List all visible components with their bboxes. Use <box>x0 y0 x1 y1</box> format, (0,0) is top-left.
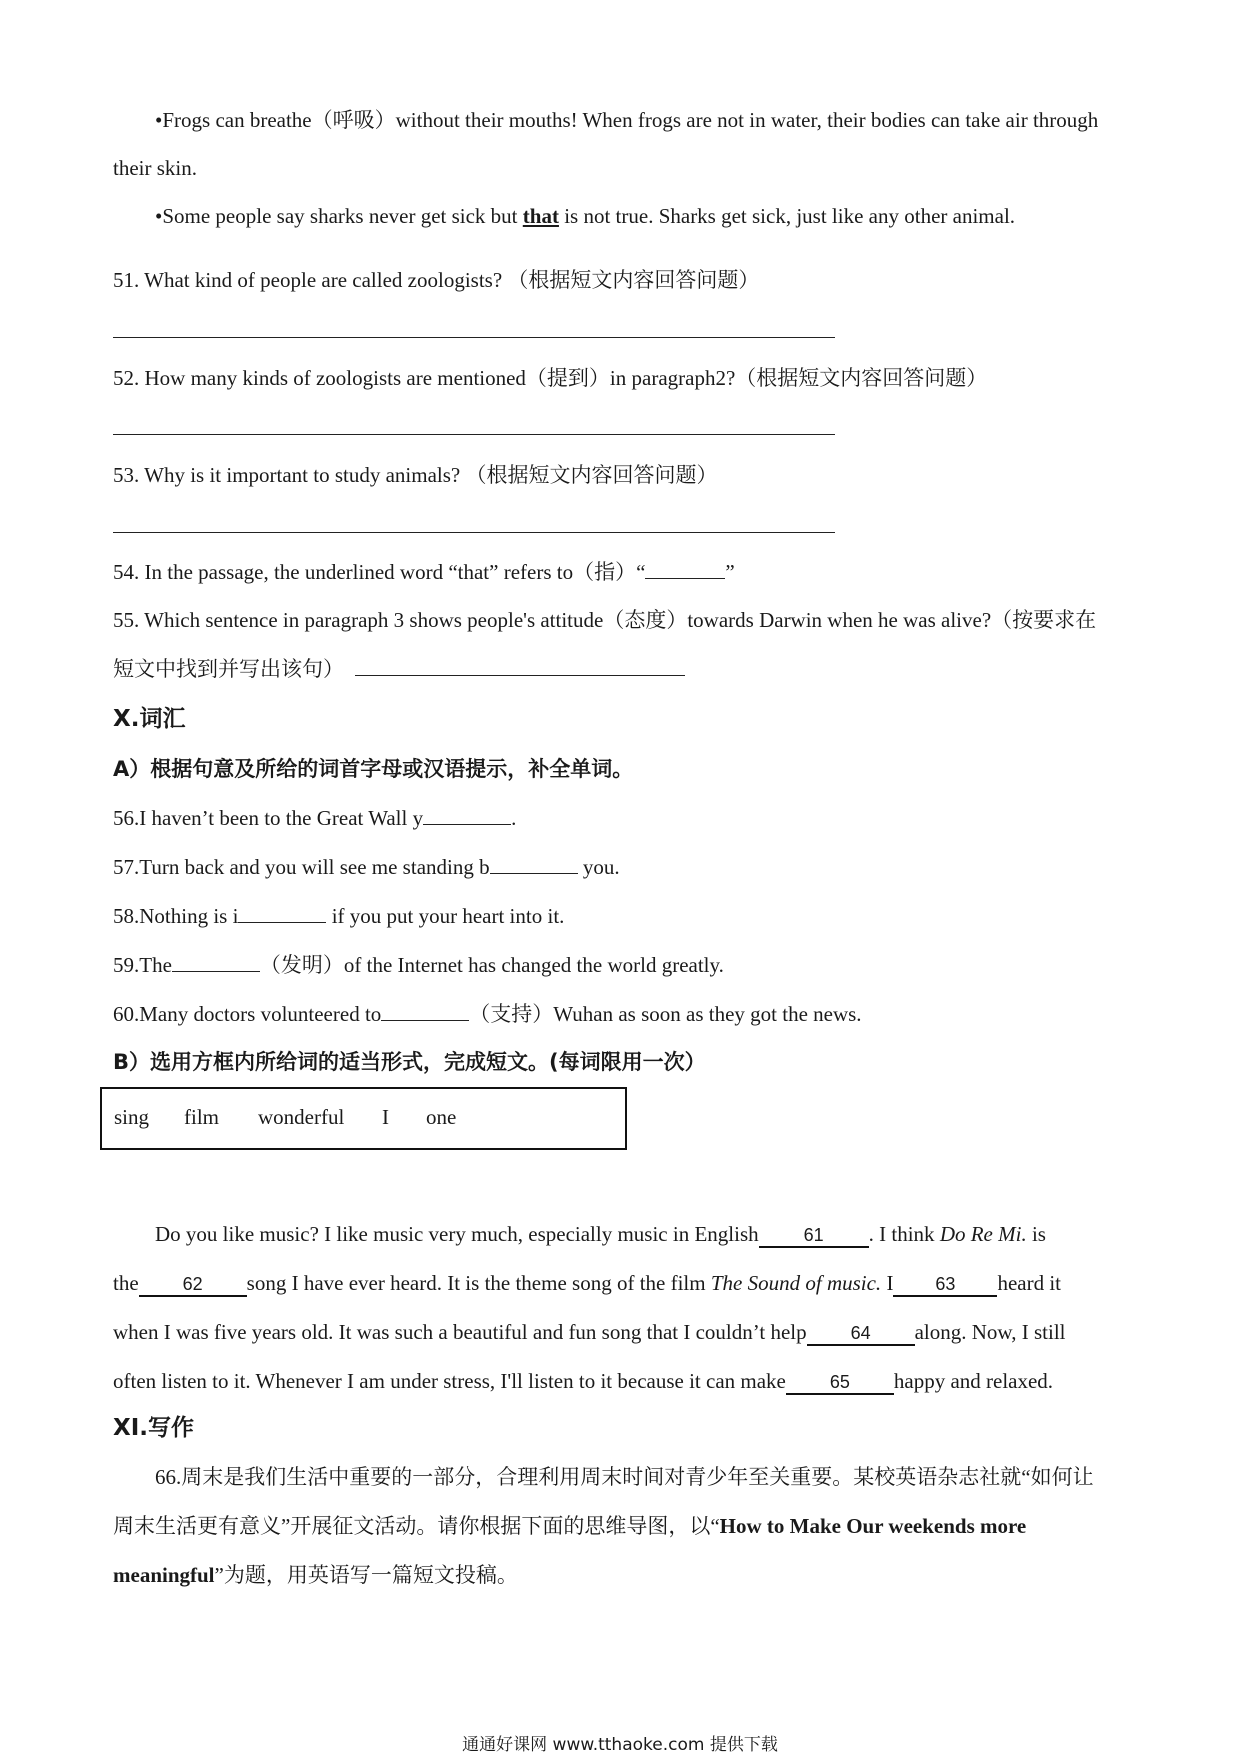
word-box-item: sing <box>114 1105 150 1129</box>
answer-line-51[interactable] <box>113 337 835 338</box>
question-55-line1: 55. Which sentence in paragraph 3 shows people's attitude（态度）towards Darwin when he was alive?（按要求在 <box>113 608 1097 632</box>
question-56 <box>113 804 516 832</box>
answer-blank-55[interactable] <box>355 655 685 676</box>
question-59-end: （发明）of the Internet has changed the world greatly. <box>259 953 724 977</box>
essay-title-part1: How to Make Our weekends more <box>719 1514 1027 1538</box>
question-55-line2 <box>113 655 685 683</box>
cloze-blank-61[interactable]: 61 <box>759 1224 869 1248</box>
cloze-line-1 <box>155 1220 1046 1248</box>
question-54 <box>113 558 735 586</box>
cloze-blank-65[interactable]: 65 <box>786 1371 894 1395</box>
question-53: 53. Why is it important to study animals? （根据短文内容回答问题） <box>113 463 718 487</box>
question-59 <box>113 951 724 979</box>
question-52: 52. How many kinds of zoologists are mentioned（提到）in paragraph2?（根据短文内容回答问题） <box>113 366 988 390</box>
question-54-text: 54. In the passage, the underlined word “that” refers to（指）“ <box>113 560 646 584</box>
answer-blank-60[interactable] <box>381 1000 469 1021</box>
question-54-close-quote: ” <box>725 560 735 584</box>
question-60-text: 60.Many doctors volunteered to <box>113 1002 382 1026</box>
cloze-text: I <box>881 1271 894 1295</box>
song-title: Do Re Mi. <box>939 1222 1027 1246</box>
cloze-text: Do you like music? I like music very much, especially music in English <box>155 1222 759 1246</box>
question-55-text: 短文中找到并写出该句） <box>113 657 344 681</box>
frogs-fact-line2: their skin. <box>113 156 197 180</box>
page-footer: 通通好课网 www.tthaoke.com 提供下载 <box>462 1735 778 1755</box>
question-51: 51. What kind of people are called zoologists? （根据短文内容回答问题） <box>113 268 760 292</box>
cloze-blank-64[interactable]: 64 <box>807 1322 915 1346</box>
cloze-text: heard it <box>997 1271 1061 1295</box>
question-60-end: （支持）Wuhan as soon as they got the news. <box>469 1002 862 1026</box>
word-box <box>100 1087 627 1150</box>
writing-prompt-text: ”为题，用英语写一篇短文投稿。 <box>214 1563 518 1587</box>
cloze-line-3 <box>113 1318 1066 1346</box>
cloze-text: . I think <box>868 1222 940 1246</box>
question-59-text: 59.The <box>113 953 172 977</box>
cloze-text: happy and relaxed. <box>893 1369 1054 1393</box>
sharks-fact-before: •Some people say sharks never get sick but <box>155 204 523 228</box>
cloze-text: often listen to it. Whenever I am under stress, I'll listen to it because it can make <box>113 1369 786 1393</box>
question-57 <box>113 853 620 881</box>
film-title: The Sound of music. <box>710 1271 882 1295</box>
cloze-line-2 <box>113 1269 1061 1297</box>
question-57-end: you. <box>577 855 620 879</box>
question-60 <box>113 1000 862 1028</box>
question-56-text: 56.I haven’t been to the Great Wall y <box>113 806 424 830</box>
answer-blank-57[interactable] <box>490 853 578 874</box>
answer-blank-56[interactable] <box>423 804 511 825</box>
sharks-fact <box>155 202 1015 230</box>
cloze-text: is <box>1026 1222 1046 1246</box>
word-box-item: film <box>184 1105 219 1129</box>
cloze-text: along. Now, I still <box>914 1320 1066 1344</box>
section-x-part-b: B）选用方框内所给词的适当形式，完成短文。(每词限用一次） <box>113 1050 706 1074</box>
section-xi-title: XI.写作 <box>113 1415 195 1441</box>
question-58-text: 58.Nothing is i <box>113 904 239 928</box>
answer-line-52[interactable] <box>113 434 835 435</box>
writing-prompt-line1: 66.周末是我们生活中重要的一部分，合理利用周末时间对青少年至关重要。某校英语杂志社就“如何让 <box>155 1465 1094 1489</box>
word-box-item: wonderful <box>258 1105 345 1129</box>
question-56-end: . <box>511 806 517 830</box>
frogs-fact-line1: •Frogs can breathe（呼吸）without their mouths! When frogs are not in water, their bodies can take air through <box>155 108 1099 132</box>
sharks-fact-after: is not true. Sharks get sick, just like any other animal. <box>558 204 1016 228</box>
section-x-part-a: A）根据句意及所给的词首字母或汉语提示，补全单词。 <box>113 757 634 781</box>
cloze-blank-63[interactable]: 63 <box>893 1273 997 1297</box>
question-58-end: if you put your heart into it. <box>326 904 565 928</box>
section-x-title: X.词汇 <box>113 706 186 732</box>
underlined-word-that: that <box>522 204 559 228</box>
writing-prompt-line3 <box>113 1561 518 1589</box>
question-58 <box>113 902 564 930</box>
answer-blank-59[interactable] <box>172 951 260 972</box>
answer-line-53[interactable] <box>113 532 835 533</box>
essay-title-part2: meaningful <box>113 1563 215 1587</box>
answer-blank-58[interactable] <box>238 902 326 923</box>
word-box-item: one <box>426 1105 457 1129</box>
cloze-line-4 <box>113 1367 1053 1395</box>
answer-blank-54[interactable] <box>645 558 725 579</box>
cloze-text: song I have ever heard. It is the theme song of the film <box>246 1271 711 1295</box>
question-57-text: 57.Turn back and you will see me standing b <box>113 855 490 879</box>
cloze-text: the <box>113 1271 139 1295</box>
cloze-text: when I was five years old. It was such a beautiful and fun song that I couldn’t help <box>113 1320 807 1344</box>
writing-prompt-line2 <box>113 1512 1026 1540</box>
word-box-item: I <box>382 1105 389 1129</box>
writing-prompt-text: 周末生活更有意义”开展征文活动。请你根据下面的思维导图，以“ <box>113 1514 720 1538</box>
cloze-blank-62[interactable]: 62 <box>139 1273 247 1297</box>
